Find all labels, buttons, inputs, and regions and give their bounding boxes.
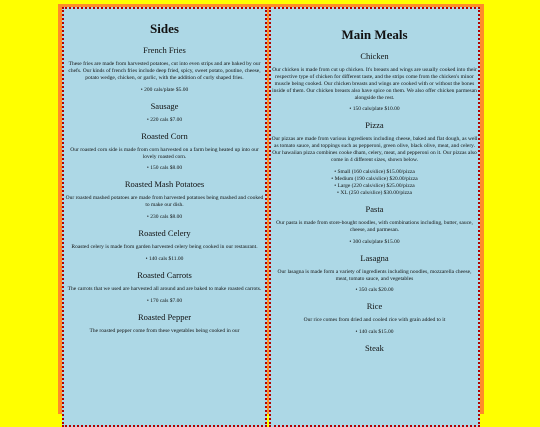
meal-price: • 150 cals/plate $10.00 bbox=[271, 106, 478, 112]
meal-prices bbox=[271, 239, 478, 245]
side-item-price: • 150 cals $8.00 bbox=[64, 165, 265, 171]
side-item-prices bbox=[64, 165, 265, 171]
side-item-name: Roasted Corn bbox=[141, 130, 188, 141]
side-item-desc: The roasted pepper come from these vegetables being cooked in our bbox=[89, 327, 240, 334]
meal-price: • 350 cals $20.00 bbox=[271, 287, 478, 293]
meal-name: Steak bbox=[365, 343, 384, 354]
sides-title: Sides bbox=[150, 21, 179, 36]
side-item-desc: The carrots that we used are harvested all around and are baked to make roasted carrots. bbox=[67, 286, 262, 292]
meal-price: • 300 cals/plate $15.00 bbox=[271, 239, 478, 245]
meal-name: Lasagna bbox=[360, 252, 389, 263]
side-item-name: Sausage bbox=[150, 100, 179, 111]
meal-prices bbox=[271, 287, 478, 293]
meal-name: Chicken bbox=[360, 51, 389, 61]
meal-price: • 140 cals $15.00 bbox=[271, 329, 478, 335]
side-item-desc: Roasted celery is made from garden harvested celery being cooked in our restaurant. bbox=[71, 244, 258, 251]
side-item-prices bbox=[64, 87, 265, 93]
side-item-desc: Our roasted mashed potatoes are made from harvested potatoes being mashed and cooked to make our dish. bbox=[65, 195, 264, 209]
side-item-name: French Fries bbox=[143, 45, 186, 55]
side-item-price: • 200 cals/plate $5.00 bbox=[64, 87, 265, 93]
meal-desc: Our lasagna is made form a variety of ingredients including noodles, mozzarella cheese, meat, tomato sauce, and vegetables bbox=[277, 268, 472, 282]
meal-prices bbox=[271, 329, 478, 335]
sides-panel bbox=[62, 7, 267, 427]
side-item-price: • 140 cals $11.00 bbox=[64, 256, 265, 262]
meal-name: Rice bbox=[366, 301, 383, 312]
main-meals-title: Main Meals bbox=[341, 27, 408, 42]
menu-frame bbox=[58, 4, 484, 414]
pizza-size-item: • Large (220 cals/slice) $25.00/pizza bbox=[271, 183, 478, 189]
meal-prices bbox=[271, 106, 478, 112]
pizza-size-item: • Medium (190 cals/slice) $20.00/pizza bbox=[271, 176, 478, 182]
meal-desc: Our pasta is made from store-bought noodles, with combinations including, butter, sauce, cheese, and parmesan. bbox=[276, 219, 473, 233]
meal-name: Pasta bbox=[365, 203, 384, 214]
pizza-size-item: • Small (160 cals/slice) $15.00/pizza bbox=[271, 169, 478, 175]
pizza-size-item: • XL (250 cals/slice) $30.00/pizza bbox=[271, 190, 478, 196]
side-item-price: • 230 cals $8.00 bbox=[64, 214, 265, 220]
side-item-prices bbox=[64, 117, 265, 123]
side-item-desc: Our roasted corn side is made from corn harvested on a farm being heated up into our lovely roasted corn. bbox=[70, 146, 259, 160]
side-item-price: • 170 cals $7.00 bbox=[64, 298, 265, 304]
main-meals-panel bbox=[269, 7, 480, 427]
side-item-desc: These fries are made from harvested potatoes, cut into even strips and are baked by our chefs. Our kinds of french fries include deep fried, spicy, sweet potato, poutine, cheese, potato wedge, chicken, or garlic, with the addition of curly shaped fries. bbox=[68, 61, 261, 81]
side-item-prices bbox=[64, 214, 265, 220]
side-item-name: Roasted Pepper bbox=[137, 311, 192, 322]
meal-name: Pizza bbox=[365, 120, 384, 131]
meal-desc: Our pizzas are made from various ingredients including cheese, baked and flat dough, as well as tomato sauce, and toppings such as pepperoni, green olive, black olive, meat, and celery. Our hawaiian pizza combines cooke dham, celery, meat, and pepperoni on it. Our pizzas also come in 4 different sizes, shown below. bbox=[271, 136, 478, 163]
side-item-prices bbox=[64, 298, 265, 304]
side-item-name: Roasted Carrots bbox=[137, 270, 192, 280]
side-item-prices bbox=[64, 256, 265, 262]
meal-desc: Our rice comes from dried and cooled rice with grain added to it bbox=[303, 317, 446, 324]
side-item-name: Roasted Mash Potatoes bbox=[124, 179, 205, 190]
pizza-size-list bbox=[271, 169, 478, 196]
side-item-name: Roasted Celery bbox=[138, 228, 191, 239]
meal-desc: Our chicken is made from cut up chicken. It's breasts and wings are usually cooked into their respective type of chicken for different taste, and the strips come from the chicken's minor muscle being cooked. Our chicken breasts and wings are cooked with or without the bones inside of them. Our chicken breasts also have spice on them. We also offer chicken parmesan alongside the rest. bbox=[272, 67, 477, 101]
side-item-price: • 220 cals $7.00 bbox=[64, 117, 265, 123]
